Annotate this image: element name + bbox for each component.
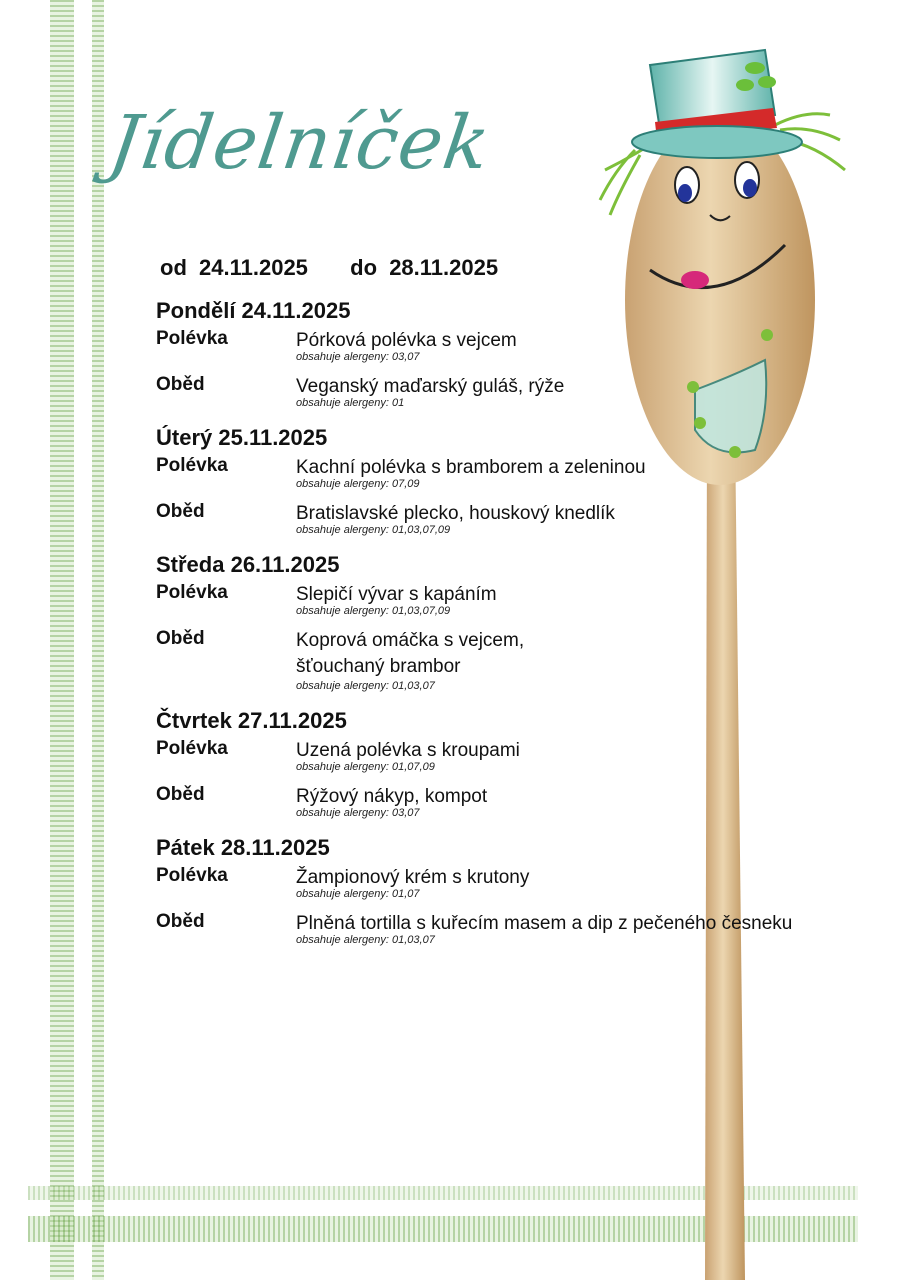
lunch-row <box>156 907 793 953</box>
range-from-date: 24.11.2025 <box>199 255 308 280</box>
spoon-mascot-icon <box>595 30 855 1280</box>
dish-name: Veganský maďarský guláš, rýže <box>296 376 565 397</box>
day-title: Pondělí 24.11.2025 <box>156 298 351 323</box>
dish-name: Žampionový krém s krutony <box>296 867 530 888</box>
range-to-date: 28.11.2025 <box>389 255 499 280</box>
lunch-row <box>156 497 615 543</box>
allergens: obsahuje alergeny: 01,03,07,09 <box>296 605 451 617</box>
allergens: obsahuje alergeny: 03,07 <box>296 807 420 819</box>
border-stripe-left-thin <box>92 0 104 1280</box>
allergens: obsahuje alergeny: 01,03,07 <box>296 934 435 946</box>
page-title: Jídelníček <box>103 100 496 186</box>
date-range <box>160 255 504 281</box>
dish-name-line2: šťouchaný brambor <box>296 656 461 677</box>
lunch-row <box>156 624 525 698</box>
meal-kind: Polévka <box>156 455 228 476</box>
range-from-label: od <box>160 255 187 280</box>
day-title: Středa 26.11.2025 <box>156 552 340 577</box>
meal-kind: Polévka <box>156 328 228 349</box>
dish-name: Slepičí vývar s kapáním <box>296 584 497 605</box>
soup-row <box>156 578 497 624</box>
meal-kind: Polévka <box>156 582 228 603</box>
day-thursday <box>156 708 520 826</box>
day-title: Čtvrtek 27.11.2025 <box>156 708 347 733</box>
dish-name: Uzená polévka s kroupami <box>296 740 520 761</box>
allergens: obsahuje alergeny: 01,03,07,09 <box>296 524 451 536</box>
allergens: obsahuje alergeny: 03,07 <box>296 351 420 363</box>
meal-kind: Oběd <box>156 628 205 649</box>
day-title: Pátek 28.11.2025 <box>156 835 330 860</box>
soup-row <box>156 451 646 497</box>
dish-name: Rýžový nákyp, kompot <box>296 786 488 807</box>
soup-row <box>156 324 517 370</box>
range-to-label: do <box>350 255 378 280</box>
allergens: obsahuje alergeny: 01,07,09 <box>296 761 435 773</box>
meal-kind: Oběd <box>156 374 205 395</box>
soup-row <box>156 861 530 907</box>
day-friday <box>156 835 793 953</box>
meal-kind: Oběd <box>156 784 205 805</box>
dish-name: Bratislavské plecko, houskový knedlík <box>296 503 615 524</box>
lunch-row <box>156 780 488 826</box>
allergens: obsahuje alergeny: 01,07 <box>296 888 420 900</box>
allergens: obsahuje alergeny: 01 <box>296 397 405 409</box>
allergens: obsahuje alergeny: 07,09 <box>296 478 420 490</box>
day-wednesday <box>156 552 525 698</box>
allergens: obsahuje alergeny: 01,03,07 <box>296 680 435 692</box>
meal-kind: Oběd <box>156 911 205 932</box>
day-monday <box>156 298 565 416</box>
meal-kind: Oběd <box>156 501 205 522</box>
dish-name: Kachní polévka s bramborem a zeleninou <box>296 457 646 478</box>
dish-name: Plněná tortilla s kuřecím masem a dip z pečeného česneku <box>296 913 793 934</box>
dish-name-line1: Koprová omáčka s vejcem, <box>296 630 525 651</box>
meal-kind: Polévka <box>156 865 228 886</box>
meal-kind: Polévka <box>156 738 228 759</box>
day-tuesday <box>156 425 646 543</box>
border-stripe-left <box>50 0 74 1280</box>
dish-name: Pórková polévka s vejcem <box>296 330 517 351</box>
lunch-row <box>156 370 565 416</box>
day-title: Úterý 25.11.2025 <box>156 425 328 450</box>
soup-row <box>156 734 520 780</box>
